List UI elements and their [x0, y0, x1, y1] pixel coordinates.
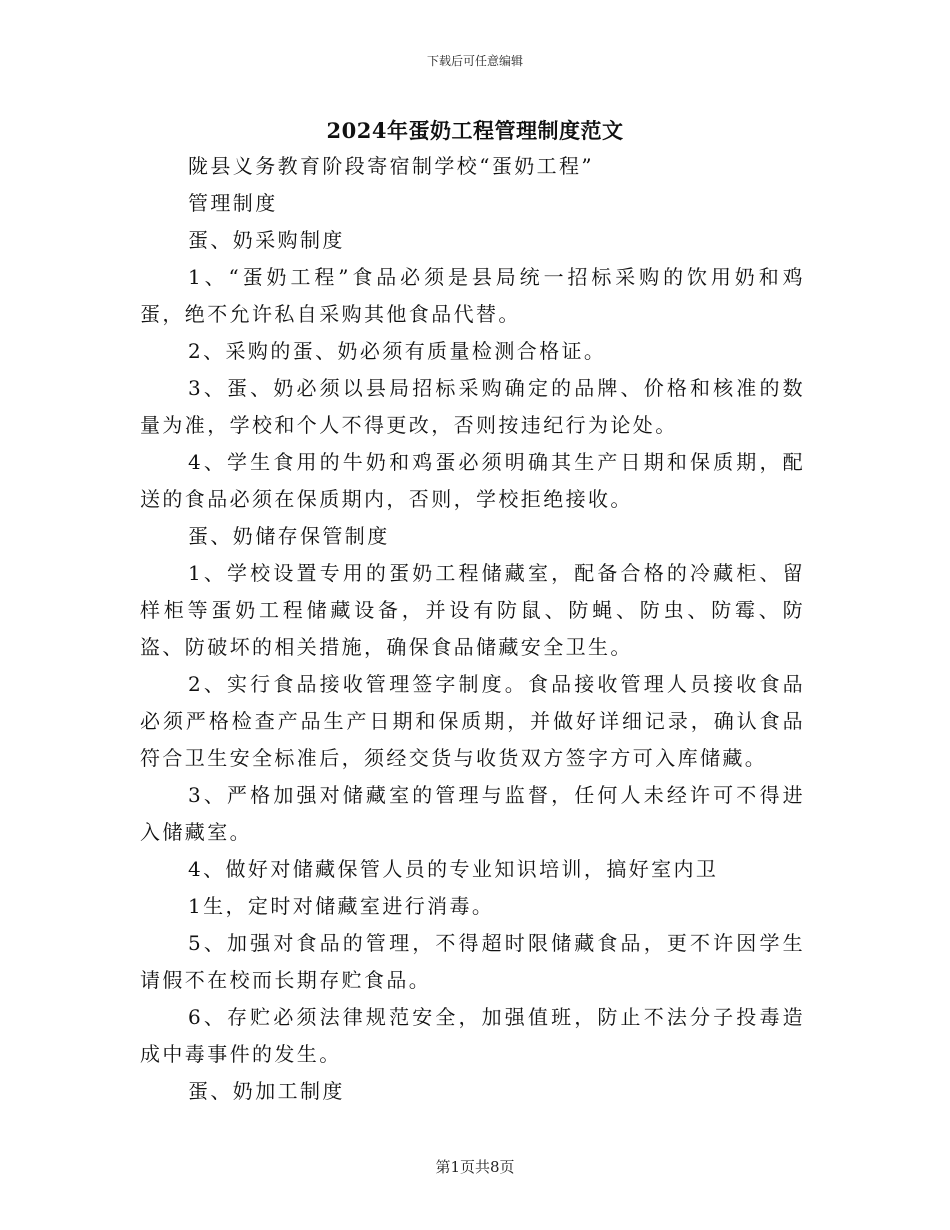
paragraph-storage-2: 2、实行食品接收管理签字制度。食品接收管理人员接收食品必须严格检查产品生产日期和保质期，并做好详细记录，确认食品符合卫生安全标准后，须经交货与收货双方签字方可入库储藏。	[140, 672, 805, 770]
page-footer: 第1页共8页	[435, 1158, 515, 1176]
document-body	[140, 148, 805, 1110]
paragraph-purchase-4: 4、学生食用的牛奶和鸡蛋必须明确其生产日期和保质期，配送的食品必须在保质期内，否则，学校拒绝接收。	[140, 450, 805, 511]
header-note: 下载后可任意编辑	[426, 54, 523, 68]
section-heading-storage: 蛋、奶储存保管制度	[188, 524, 390, 548]
paragraph-purchase-1: 1、“蛋奶工程”食品必须是县局统一招标采购的饮用奶和鸡蛋，绝不允许私自采购其他食品代替。	[140, 265, 805, 326]
paragraph-storage-3: 3、严格加强对储藏室的管理与监督，任何人未经许可不得进入储藏室。	[140, 783, 805, 844]
paragraph-storage-4-cont: 1生，定时对储藏室进行消毒。	[188, 894, 495, 918]
paragraph-purchase-3: 3、蛋、奶必须以县局招标采购确定的品牌、价格和核准的数量为准，学校和个人不得更改，否则按违纪行为论处。	[140, 376, 805, 437]
paragraph-subtitle-line-2: 管理制度	[188, 191, 278, 215]
paragraph-storage-1: 1、学校设置专用的蛋奶工程储藏室，配备合格的冷藏柜、留样柜等蛋奶工程储藏设备，并设有防鼠、防蝇、防虫、防霉、防盗、防破坏的相关措施，确保食品储藏安全卫生。	[140, 561, 805, 659]
section-heading-purchase: 蛋、奶采购制度	[188, 228, 345, 252]
document-title: 2024年蛋奶工程管理制度范文	[326, 118, 624, 143]
section-heading-processing: 蛋、奶加工制度	[188, 1079, 345, 1103]
paragraph-storage-6: 6、存贮必须法律规范安全，加强值班，防止不法分子投毒造成中毒事件的发生。	[140, 1005, 805, 1066]
paragraph-storage-5: 5、加强对食品的管理，不得超时限储藏食品，更不许因学生请假不在校而长期存贮食品。	[140, 931, 805, 992]
paragraph-purchase-2: 2、采购的蛋、奶必须有质量检测合格证。	[188, 339, 607, 363]
paragraph-storage-4: 4、做好对储藏保管人员的专业知识培训，搞好室内卫	[188, 857, 719, 881]
paragraph-subtitle-line-1: 陇县义务教育阶段寄宿制学校“蛋奶工程”	[188, 154, 595, 178]
